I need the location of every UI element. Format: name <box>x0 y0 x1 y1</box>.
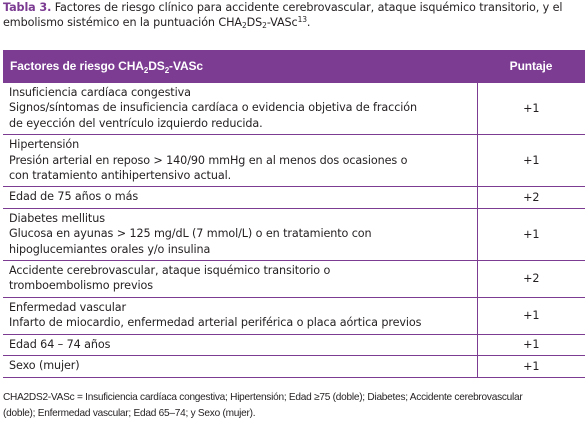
caption-text: -VASc <box>266 15 298 29</box>
score-cell: +1 <box>477 135 585 187</box>
factor-title: Enfermedad vascular <box>9 300 126 314</box>
table-caption <box>3 1 588 30</box>
table-header-row <box>3 50 585 83</box>
caption-text: Factores de riesgo clínico para accidente cerebrovascular, ataque isquémico transitorio, y el embolismo sistémico en la puntuación CHA <box>3 1 563 29</box>
header-subscript: 2 <box>164 66 170 75</box>
risk-factor-table <box>3 50 585 378</box>
score-column-header: Puntaje <box>477 50 585 83</box>
caption-subscript: 2 <box>241 20 247 30</box>
table-row <box>3 261 585 298</box>
factor-description: hipoglucemiantes orales y/o insulina <box>9 242 211 256</box>
factor-cell <box>3 208 477 260</box>
factor-title: Edad de 75 años o más <box>9 190 139 204</box>
header-subscript: 2 <box>143 66 149 75</box>
table-row <box>3 135 585 187</box>
factor-cell <box>3 297 477 334</box>
factor-title: tromboembolismo previos <box>9 279 153 293</box>
table-footnote <box>3 390 588 421</box>
factor-description: de eyección del ventrículo izquierdo reducida. <box>9 116 263 130</box>
footnote-line: (doble); Enfermedad vascular; Edad 65–74; y Sexo (mujer). <box>3 407 256 419</box>
caption-text: . <box>306 15 311 29</box>
table-row <box>3 83 585 135</box>
table-row <box>3 356 585 377</box>
score-cell: +2 <box>477 261 585 298</box>
factor-cell <box>3 83 477 135</box>
score-cell: +1 <box>477 208 585 260</box>
score-cell: +1 <box>477 83 585 135</box>
header-text: DS <box>148 59 165 73</box>
factor-title: Sexo (mujer) <box>9 359 80 373</box>
factor-title: Insuficiencia cardíaca congestiva <box>9 86 191 99</box>
table-row <box>3 334 585 355</box>
factor-cell <box>3 334 477 355</box>
caption-subscript: 2 <box>262 20 267 30</box>
header-text: -VASc <box>169 59 204 73</box>
factor-title: Edad 64 – 74 años <box>9 337 111 351</box>
factor-cell <box>3 356 477 377</box>
score-cell: +1 <box>477 297 585 334</box>
factor-title: Accidente cerebrovascular, ataque isquémico transitorio o <box>9 264 331 278</box>
score-cell: +1 <box>477 334 585 355</box>
factor-cell <box>3 187 477 208</box>
factor-title: Hipertensión <box>9 138 80 152</box>
factor-description: Glucosa en ayunas > 125 mg/dL (7 mmol/L) o en tratamiento con <box>9 227 372 241</box>
factor-column-header <box>3 50 477 83</box>
caption-label: Tabla 3. <box>3 1 52 14</box>
table-row <box>3 187 585 208</box>
factor-cell <box>3 261 477 298</box>
factor-description: Presión arterial en reposo > 140/90 mmHg en al menos dos ocasiones o <box>9 153 408 167</box>
caption-reference: 13 <box>297 14 307 24</box>
factor-description: Signos/síntomas de insuficiencia cardíaca o evidencia objetiva de fracción <box>9 101 417 115</box>
factor-description: con tratamiento antihipertensivo actual. <box>9 169 232 183</box>
factor-description: Infarto de miocardio, enfermedad arterial periférica o placa aórtica previos <box>9 316 422 330</box>
caption-text: DS <box>246 15 263 29</box>
score-cell: +2 <box>477 187 585 208</box>
factor-title: Diabetes mellitus <box>9 211 105 225</box>
header-text: Factores de riesgo CHA <box>10 59 144 73</box>
table-row <box>3 208 585 260</box>
score-cell: +1 <box>477 356 585 377</box>
table-row <box>3 297 585 334</box>
footnote-line: CHA2DS2-VASc = Insuficiencia cardíaca congestiva; Hipertensión; Edad ≥75 (doble); Diabetes; Accidente cerebrovascular <box>3 392 523 403</box>
factor-cell <box>3 135 477 187</box>
